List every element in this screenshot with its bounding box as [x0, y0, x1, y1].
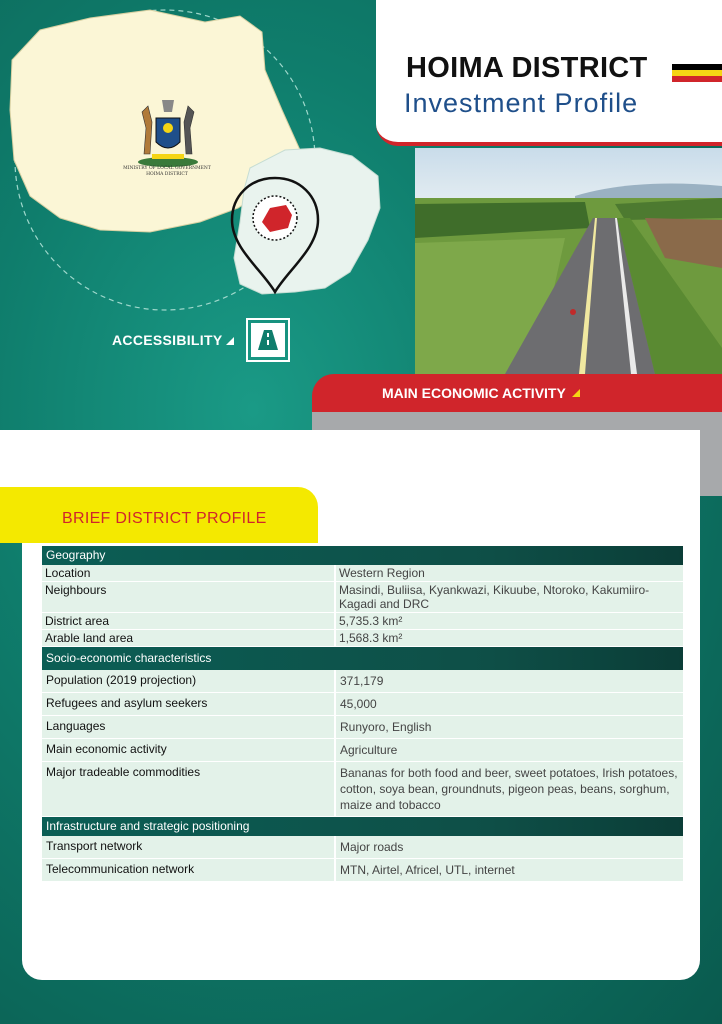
section-socio-economic: Socio-economic characteristics	[42, 647, 683, 670]
table-row: Transport network Major roads	[42, 836, 683, 859]
ministry-line-2: HOIMA DISTRICT	[146, 172, 188, 177]
table-row: Refugees and asylum seekers 45,000	[42, 693, 683, 716]
district-map	[0, 0, 415, 430]
table-row: Neighbours Masindi, Buliisa, Kyankwazi, Kikuube, Ntoroko, Kakumiiro-Kagadi and DRC	[42, 582, 683, 613]
table-row: Languages Runyoro, English	[42, 716, 683, 739]
ministry-line-1: MINISTRY OF LOCAL GOVERNMENT	[123, 166, 211, 171]
table-row: Location Western Region	[42, 565, 683, 582]
uganda-flag-icon	[672, 64, 722, 82]
accessibility-label: ACCESSIBILITY	[112, 332, 234, 348]
page-subtitle: Investment Profile	[404, 88, 639, 118]
table-row: District area 5,735.3 km²	[42, 613, 683, 630]
ministry-caption	[112, 166, 222, 178]
title-card	[376, 0, 722, 146]
coat-of-arms-icon	[128, 92, 208, 172]
table-row: Major tradeable commodities Bananas for both food and beer, sweet potatoes, Irish potatoes, cotton, soya bean, groundnuts, pigeon peas, beans, sorghum, maize and tobacco	[42, 762, 683, 817]
road-photo	[415, 148, 722, 374]
table-row: Population (2019 projection) 371,179	[42, 670, 683, 693]
accessibility-row	[112, 318, 290, 362]
table-row: Arable land area 1,568.3 km²	[42, 630, 683, 647]
economic-activity-title: MAIN ECONOMIC ACTIVITY	[382, 385, 566, 401]
table-row: Main economic activity Agriculture	[42, 739, 683, 762]
page-title: HOIMA DISTRICT	[406, 52, 648, 84]
map-area	[0, 0, 415, 430]
brief-profile-title: BRIEF DISTRICT PROFILE	[62, 510, 267, 527]
table-row: Telecommunication network MTN, Airtel, Africel, UTL, internet	[42, 859, 683, 882]
economic-activity-header	[312, 374, 722, 412]
profile-table	[42, 546, 683, 882]
section-geography: Geography	[42, 546, 683, 565]
section-infrastructure: Infrastructure and strategic positioning	[42, 817, 683, 836]
road-icon	[246, 318, 290, 362]
